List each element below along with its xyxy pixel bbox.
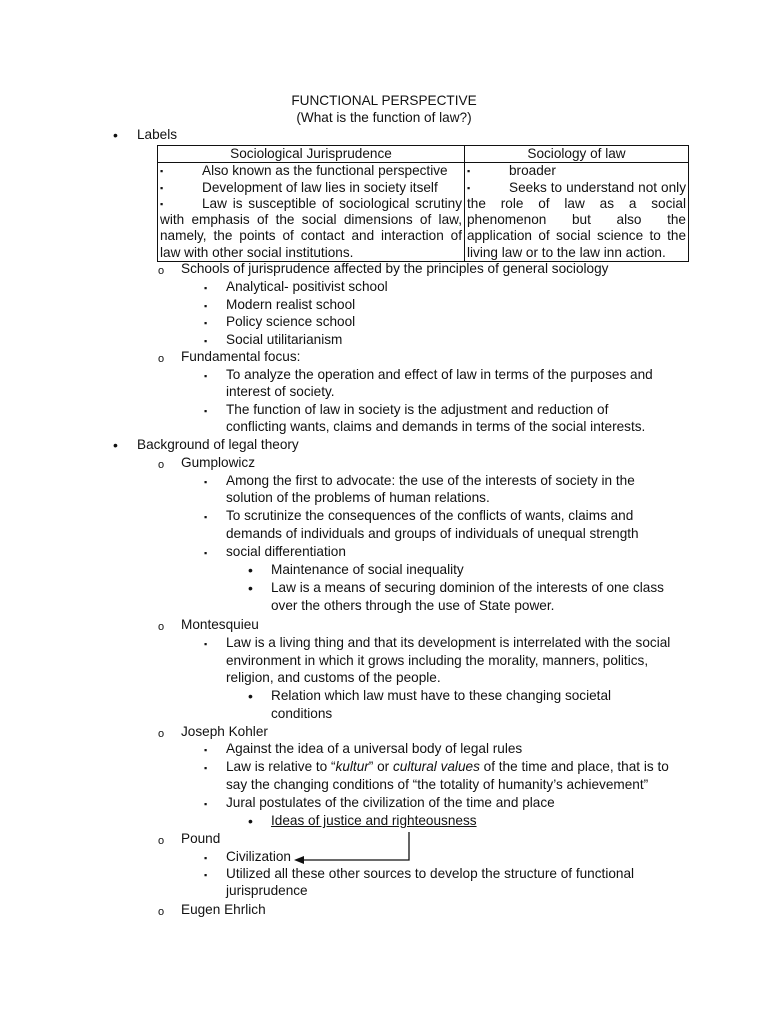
square-marker: ▪ <box>204 548 208 558</box>
list-item-continued: jurisprudence <box>226 883 308 898</box>
list-item-underlined: Ideas of justice and righteousness <box>271 813 477 828</box>
bullet-marker: • <box>113 127 118 143</box>
list-item: Also known as the functional perspective <box>202 163 448 179</box>
square-marker: ▪ <box>204 477 208 487</box>
list-item: Law is a living thing and that its development is interrelated with the social <box>226 635 671 650</box>
bullet-marker: • <box>248 580 253 596</box>
text-run: ” or <box>368 759 393 774</box>
bullet-marker: • <box>248 688 253 704</box>
gumplowicz-heading: Gumplowicz <box>181 455 256 470</box>
focus-heading: Fundamental focus: <box>181 349 301 364</box>
square-marker: ▪ <box>204 406 208 416</box>
square-marker: ▪ <box>204 870 208 880</box>
list-item: Development of law lies in society itself <box>202 179 438 195</box>
list-item: Social utilitarianism <box>226 332 343 347</box>
list-item: Civilization <box>226 849 291 864</box>
square-marker: ▪ <box>160 182 164 193</box>
square-marker: ▪ <box>467 182 471 193</box>
ehrlich-heading: Eugen Ehrlich <box>181 902 266 917</box>
square-marker: ▪ <box>204 763 208 773</box>
list-item-continued: conflicting wants, claims and demands in terms of the social interests. <box>226 419 646 434</box>
circle-marker: o <box>158 728 165 740</box>
background-heading: Background of legal theory <box>137 437 299 452</box>
circle-marker: o <box>158 835 165 847</box>
circle-marker: o <box>158 459 165 471</box>
circle-marker: o <box>158 265 165 277</box>
list-item-continued: interest of society. <box>226 384 335 399</box>
square-marker: ▪ <box>204 301 208 311</box>
list-item: Modern realist school <box>226 297 356 312</box>
square-marker: ▪ <box>467 166 471 177</box>
square-marker: ▪ <box>204 371 208 381</box>
list-item-continued: say the changing conditions of “the totality of humanity’s achievement” <box>226 777 649 792</box>
list-item-continued: religion, and customs of the people. <box>226 670 441 685</box>
list-item: Law is susceptible of sociological scrutiny with emphasis of the social dimensions of law, namely, the points of contact and interaction of law with other social institutions. <box>160 195 462 260</box>
square-marker: ▪ <box>204 639 208 649</box>
italic-text: cultural values <box>392 759 480 774</box>
list-item: Law is a means of securing dominion of the interests of one class <box>271 580 664 595</box>
square-marker: ▪ <box>204 318 208 328</box>
table-header-sociology-of-law: Sociology of law <box>465 146 689 163</box>
bullet-marker: • <box>113 437 118 453</box>
kohler-heading: Joseph Kohler <box>181 724 268 739</box>
list-item: Analytical- positivist school <box>226 279 388 294</box>
list-item-continued: demands of individuals and groups of individuals of unequal strength <box>226 526 639 541</box>
square-marker: ▪ <box>204 336 208 346</box>
square-marker: ▪ <box>204 853 208 863</box>
list-item: The function of law in society is the adjustment and reduction of <box>226 402 609 417</box>
bullet-marker: • <box>248 813 253 829</box>
table-header-sociological-jurisprudence: Sociological Jurisprudence <box>158 146 465 163</box>
square-marker: ▪ <box>204 283 208 293</box>
circle-marker: o <box>158 906 165 918</box>
schools-heading: Schools of jurisprudence affected by the principles of general sociology <box>181 261 609 276</box>
montesquieu-heading: Montesquieu <box>181 617 259 632</box>
circle-marker: o <box>158 621 165 633</box>
document-subtitle: (What is the function of law?) <box>296 110 472 125</box>
list-item: Relation which law must have to these changing societal <box>271 688 612 703</box>
text-run: Law is relative to “ <box>226 759 336 774</box>
list-item: Among the first to advocate: the use of the interests of society in the <box>226 473 635 488</box>
square-marker: ▪ <box>204 745 208 755</box>
pound-heading: Pound <box>181 831 221 846</box>
list-item: Policy science school <box>226 314 356 329</box>
square-marker: ▪ <box>204 799 208 809</box>
list-item: Utilized all these other sources to develop the structure of functional <box>226 866 635 881</box>
square-marker: ▪ <box>160 166 164 177</box>
labels-heading: Labels <box>137 127 178 142</box>
italic-text: kultur <box>335 759 369 774</box>
list-item: To analyze the operation and effect of law in terms of the purposes and <box>226 367 653 382</box>
bullet-marker: • <box>248 562 253 578</box>
square-marker: ▪ <box>204 512 208 522</box>
list-item: Against the idea of a universal body of legal rules <box>226 741 523 756</box>
list-item: To scrutinize the consequences of the conflicts of wants, claims and <box>226 508 634 523</box>
list-item: Seeks to understand not only the role of law as a social phenomenon but also the application of social science to the living law or to the law inn action. <box>467 179 686 260</box>
list-item: Jural postulates of the civilization of the time and place <box>226 795 555 810</box>
list-item-continued: over the others through the use of State power. <box>271 598 555 613</box>
circle-marker: o <box>158 353 165 365</box>
list-item-continued: conditions <box>271 706 333 721</box>
square-marker: ▪ <box>160 198 164 209</box>
list-item: broader <box>509 163 556 179</box>
list-item-continued: environment in which it grows including the morality, manners, politics, <box>226 653 649 668</box>
list-item: Maintenance of social inequality <box>271 562 464 577</box>
list-item: social differentiation <box>226 544 346 559</box>
text-run: of the time and place, that is to <box>479 759 669 774</box>
list-item-continued: solution of the problems of human relations. <box>226 490 490 505</box>
document-title: FUNCTIONAL PERSPECTIVE <box>291 93 477 108</box>
